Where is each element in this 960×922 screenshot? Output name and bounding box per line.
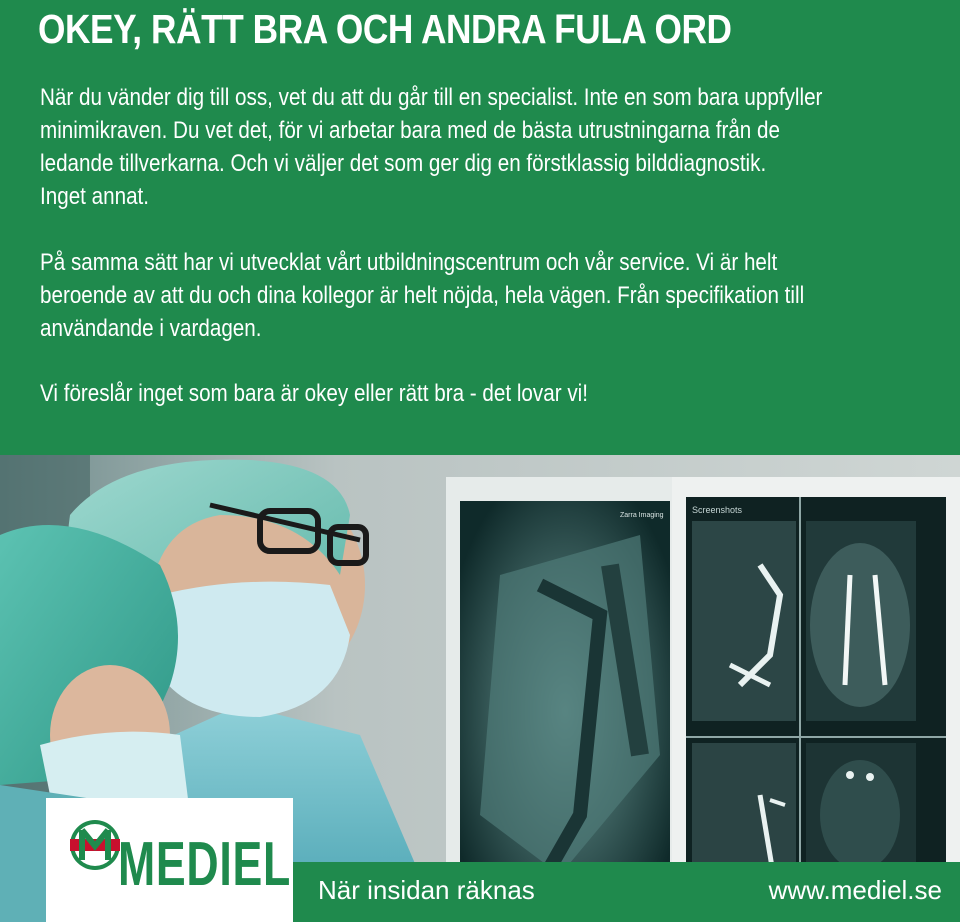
paragraph-line: minimikraven. Du vet det, för vi arbetar bara med de bästa utrustningarna från de: [40, 117, 780, 144]
paragraph-line: När du vänder dig till oss, vet du att du går till en specialist. Inte en som bara uppfyller: [40, 84, 823, 111]
paragraph-line: beroende av att du och dina kollegor är helt nöjda, hela vägen. Från specifikation till: [40, 282, 805, 309]
monitor-right-label: Screenshots: [692, 505, 743, 515]
paragraph-service: [40, 246, 900, 345]
paragraph-line: Inget annat.: [40, 183, 150, 210]
website-link[interactable]: www.mediel.se: [768, 875, 942, 905]
paragraph-line: Vi föreslår inget som bara är okey eller rätt bra - det lovar vi!: [40, 380, 588, 407]
paragraph-line: ledande tillverkarna. Och vi väljer det som ger dig en förstklassig bilddiagnostik.: [40, 150, 767, 177]
paragraph-line: användande i vardagen.: [40, 315, 262, 342]
footer-tagline: När insidan räknas: [318, 875, 535, 905]
monitor-right: [672, 477, 960, 922]
text-panel: [0, 0, 960, 455]
mediel-emblem-icon: [66, 816, 124, 874]
paragraph-line: På samma sätt har vi utvecklat vårt utbildningscentrum och vår service. Vi är helt: [40, 249, 778, 276]
paragraph-intro: [40, 81, 900, 213]
headline: OKEY, RÄTT BRA OCH ANDRA FULA ORD: [38, 6, 732, 52]
monitor-left: [446, 477, 682, 922]
paragraph-promise: [40, 377, 900, 410]
monitor-left-label: Zarra Imaging: [620, 512, 664, 519]
logo-wordmark: MEDIEL: [118, 830, 291, 899]
